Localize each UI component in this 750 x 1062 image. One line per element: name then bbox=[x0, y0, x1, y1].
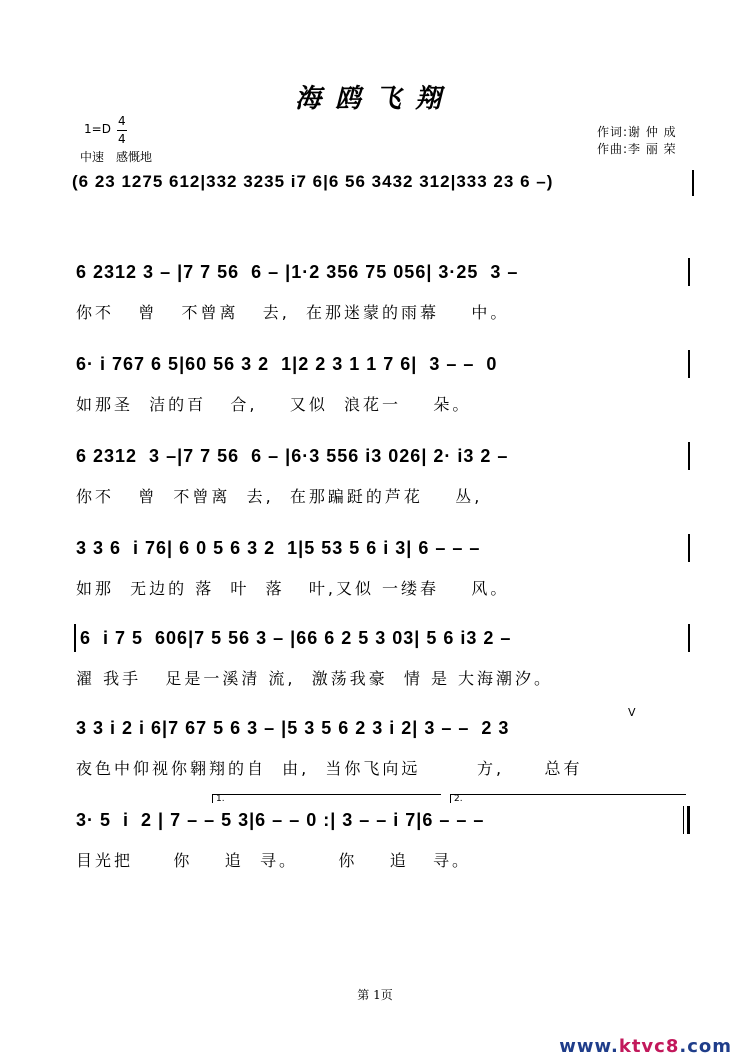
lyrics-row-6: 夜色中仰视你翱翔的自 由, 当你飞向远 方, 总有 bbox=[76, 759, 583, 778]
final-barline-thick bbox=[687, 806, 690, 834]
lyrics-row-2: 如那圣 洁的百 合, 又似 浪花一 朵。 bbox=[76, 395, 472, 414]
notes-row-4: 3 3 6 i 76| 6 0 5 6 3 2 1|5 53 5 6 i 3| 6 – – – bbox=[76, 538, 487, 558]
lyrics-row-5: 濯 我手 足是一溪清 流, 激荡我豪 情 是 大海潮汐。 bbox=[76, 669, 554, 688]
notes-row-3: 6 2312 3 –|7 7 56 6 – |6·3 556 i3 026| 2· i3 2 – bbox=[76, 446, 515, 466]
watermark-suffix: .com bbox=[679, 1036, 732, 1057]
intro-notes: (6 23 1275 612|332 3235 i7 6|6 56 3432 312|333 23 6 –) bbox=[72, 172, 554, 191]
second-ending-bracket: 2. bbox=[450, 794, 686, 803]
time-signature-top: 4 bbox=[118, 114, 126, 128]
notes-row-5: 6 i 7 5 606|7 5 56 3 – |66 6 2 5 3 03| 5 6 i3 2 – bbox=[80, 628, 518, 648]
notes-row-6: 3 3 i 2 i 6|7 67 5 6 3 – |5 3 5 6 2 3 i 2| 3 – – 2 3 bbox=[76, 718, 510, 738]
row-5-barline bbox=[688, 624, 690, 652]
intro-end-barline bbox=[692, 170, 694, 196]
lyricist-credit: 作词:谢 仲 成 bbox=[597, 125, 677, 139]
notes-row-1: 6 2312 3 – |7 7 56 6 – |1·2 356 75 056| 3·25 3 – bbox=[76, 262, 525, 282]
lyrics-row-7: 目光把 你 追 寻。 你 追 寻。 bbox=[76, 851, 471, 870]
final-barline-thin bbox=[683, 806, 684, 834]
row-3-barline bbox=[688, 442, 690, 470]
key-signature: 1=D bbox=[84, 122, 111, 136]
watermark-domain: ktvc8 bbox=[618, 1036, 680, 1057]
notes-row-2: 6· i 767 6 5|60 56 3 2 1|2 2 3 1 1 7 6| 3 – – 0 bbox=[76, 354, 498, 374]
tempo-marking: 中速 感慨地 bbox=[80, 150, 153, 164]
repeat-start-barline bbox=[74, 624, 76, 652]
site-watermark bbox=[559, 1036, 732, 1057]
lyrics-row-4: 如那 无边的 落 叶 落 叶,又似 一缕春 风。 bbox=[76, 579, 510, 598]
row-1-barline bbox=[688, 258, 690, 286]
time-signature-divider bbox=[117, 130, 127, 131]
watermark-prefix: www. bbox=[559, 1036, 619, 1057]
notes-row-7: 3· 5 i 2 | 7 – – 5 3|6 – – 0 :| 3 – – i 7|6 – – – bbox=[76, 810, 491, 830]
breath-mark: V bbox=[628, 706, 636, 719]
time-signature-bottom: 4 bbox=[118, 132, 126, 146]
song-title: 海鸥飞翔 bbox=[294, 84, 455, 114]
composer-credit: 作曲:李 丽 荣 bbox=[597, 142, 677, 156]
page-number: 第 1页 bbox=[357, 988, 393, 1002]
lyrics-row-3: 你不 曾 不曾离 去, 在那蹁跹的芦花 丛, bbox=[76, 487, 483, 506]
row-2-barline bbox=[688, 350, 690, 378]
lyrics-row-1: 你不 曾 不曾离 去, 在那迷蒙的雨幕 中。 bbox=[76, 303, 510, 322]
row-4-barline bbox=[688, 534, 690, 562]
first-ending-bracket: 1. bbox=[212, 794, 441, 803]
